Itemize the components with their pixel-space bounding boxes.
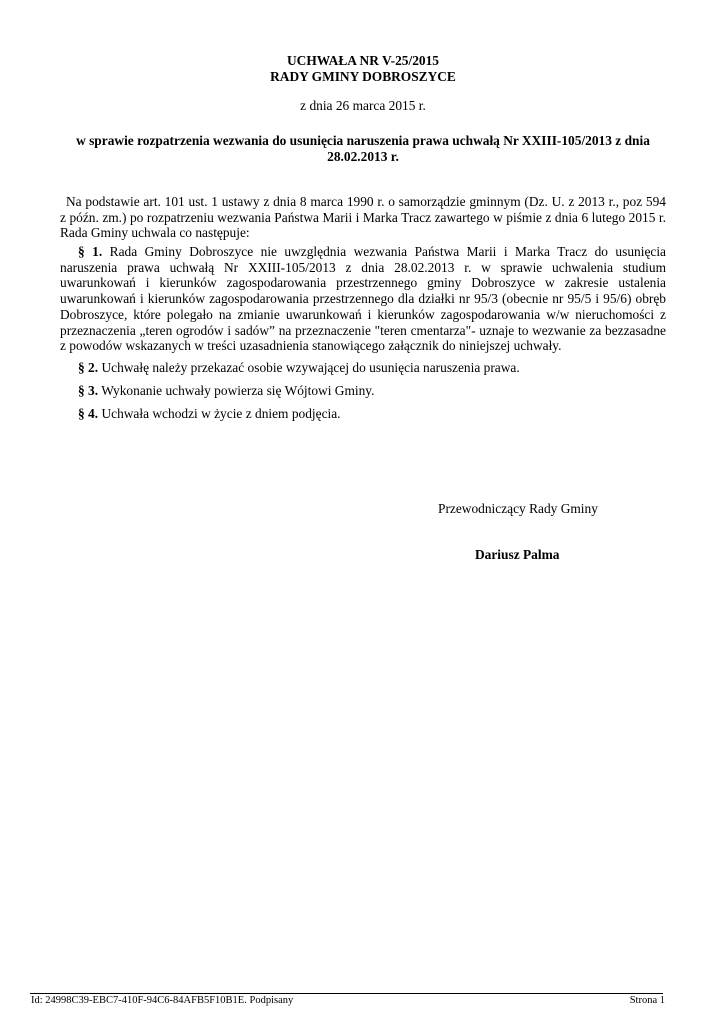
paragraph-number: § 4. [78,406,99,421]
signatory-name: Dariusz Palma [475,547,560,562]
paragraph-number: § 3. [78,383,99,398]
paragraph-text: Uchwałę należy przekazać osobie wzywającej do usunięcia naruszenia prawa. [101,360,520,375]
paragraph-text: Wykonanie uchwały powierza się Wójtowi Gminy. [101,383,375,398]
resolution-number: UCHWAŁA NR V-25/2015 [286,53,439,68]
paragraph-number: § 1. [78,244,103,259]
resolution-date: z dnia 26 marca 2015 r. [300,98,426,113]
paragraph-4 [60,406,666,422]
document-id: Id: 24998C39-EBC7-410F-94C6-84AFB5F10B1E. Podpisany [31,995,294,1006]
resolution-subject: w sprawie rozpatrzenia wezwania do usunięcia naruszenia prawa uchwałą Nr XXIII-105/2013 z dnia 28.02.2013 r. [76,133,650,164]
paragraph-3 [60,383,666,399]
paragraph-1 [60,244,666,354]
paragraph-text: Rada Gminy Dobroszyce nie uwzględnia wezwania Państwa Marii i Marka Tracz do usunięcia naruszenia prawa uchwałą Nr XXIII-105/2013 z dnia 28.02.2013 r. w sprawie uchwalenia studium uwarunkowań i kierunków zagospodarowania przestrzennego gminy Dobroszyce w zakresie ustalenia uwarunkowań i kierunków zagospodarowania przestrzennego dla działki nr 95/3 (obecnie nr 95/5 i 95/6) obręb Dobroszyce, które polegało na zmianie uwarunkowań i kierunków zagospodarowania w/w nieruchomości z przeznaczenia „teren ogrodów i sadów” na przeznaczenie "teren cmentarza"- uznaje to wezwanie za bezzasadne z powodów wskazanych w treści uzasadnienia stanowiącego załącznik do niniejszej uchwały. [60,244,666,354]
paragraph-text: Uchwała wchodzi w życie z dniem podjęcia. [101,406,341,421]
footer-divider [30,993,663,994]
legal-basis-intro: Na podstawie art. 101 ust. 1 ustawy z dnia 8 marca 1990 r. o samorządzie gminnym (Dz. U. z 2013 r., poz 594 z późn. zm.) po rozpatrzeniu wezwania Państwa Marii i Marka Tracz zawartego w piśmie z dnia 6 lutego 2015 r. Rada Gminy uchwala co następuje: [60,194,666,241]
page-number: Strona 1 [629,995,665,1006]
signatory-role: Przewodniczący Rady Gminy [438,501,598,516]
council-name: RADY GMINY DOBROSZYCE [270,69,456,84]
paragraph-number: § 2. [78,360,99,375]
paragraph-2 [60,360,666,376]
